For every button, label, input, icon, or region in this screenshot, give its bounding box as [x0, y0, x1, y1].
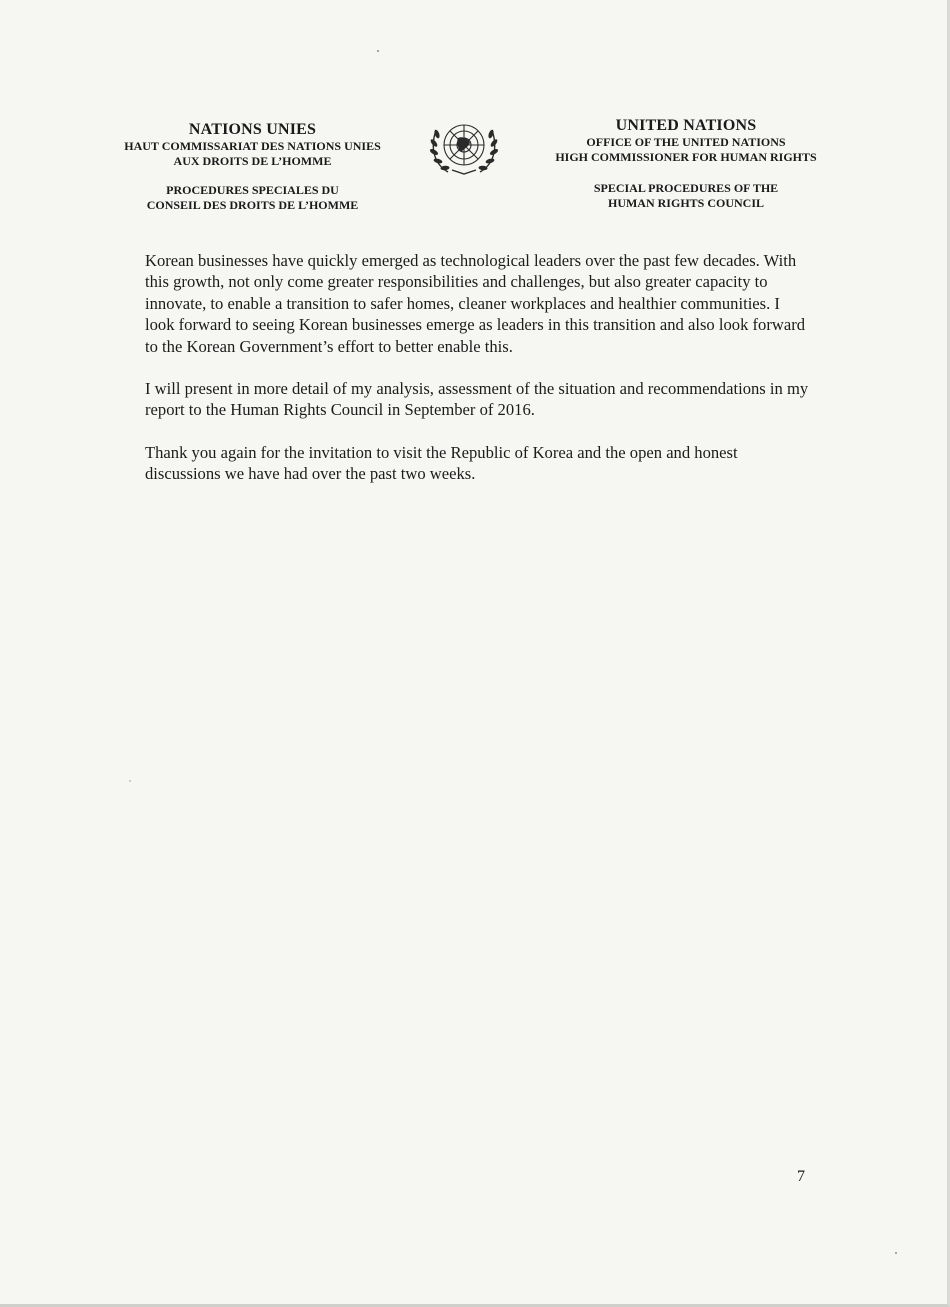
header-english — [545, 116, 827, 211]
header-english-line1: OFFICE OF THE UNITED NATIONS — [586, 135, 786, 149]
paragraph: Korean businesses have quickly emerged as technological leaders over the past few decades. With this growth, not only come greater responsibilities and challenges, but also greater capacity to innovate, to enable a transition to safer homes, cleaner workplaces and healthier communities. I look forward to seeing Korean businesses emerge as leaders in this transition and also look forward to the Korean Government’s effort to better enable this. — [145, 251, 806, 356]
header-french — [100, 120, 405, 213]
header-french-proc1: PROCEDURES SPECIALES DU — [166, 183, 339, 197]
letter-body — [145, 250, 813, 506]
paragraph: Thank you again for the invitation to visit the Republic of Korea and the open and honest discussions we have had over the past two weeks. — [145, 442, 738, 484]
scan-speck — [895, 1252, 897, 1254]
header-english-line2: HIGH COMMISSIONER FOR HUMAN RIGHTS — [555, 150, 817, 164]
header-french-line1: HAUT COMMISSARIAT DES NATIONS UNIES — [124, 139, 381, 153]
un-emblem-icon — [428, 116, 500, 178]
header-english-proc1: SPECIAL PROCEDURES OF THE — [593, 181, 779, 195]
header-french-line2: AUX DROITS DE L’HOMME — [173, 154, 332, 168]
header-english-proc2: HUMAN RIGHTS COUNCIL — [607, 196, 764, 210]
header-english-title: UNITED NATIONS — [615, 117, 757, 134]
scan-speck — [129, 780, 131, 782]
header-french-title: NATIONS UNIES — [188, 121, 317, 138]
page-number: 7 — [797, 1168, 805, 1185]
scan-speck — [377, 50, 379, 52]
paragraph: I will present in more detail of my analysis, assessment of the situation and recommendations in my report to the Human Rights Council in September of 2016. — [145, 379, 809, 420]
header-french-proc2: CONSEIL DES DROITS DE L’HOMME — [146, 198, 359, 212]
